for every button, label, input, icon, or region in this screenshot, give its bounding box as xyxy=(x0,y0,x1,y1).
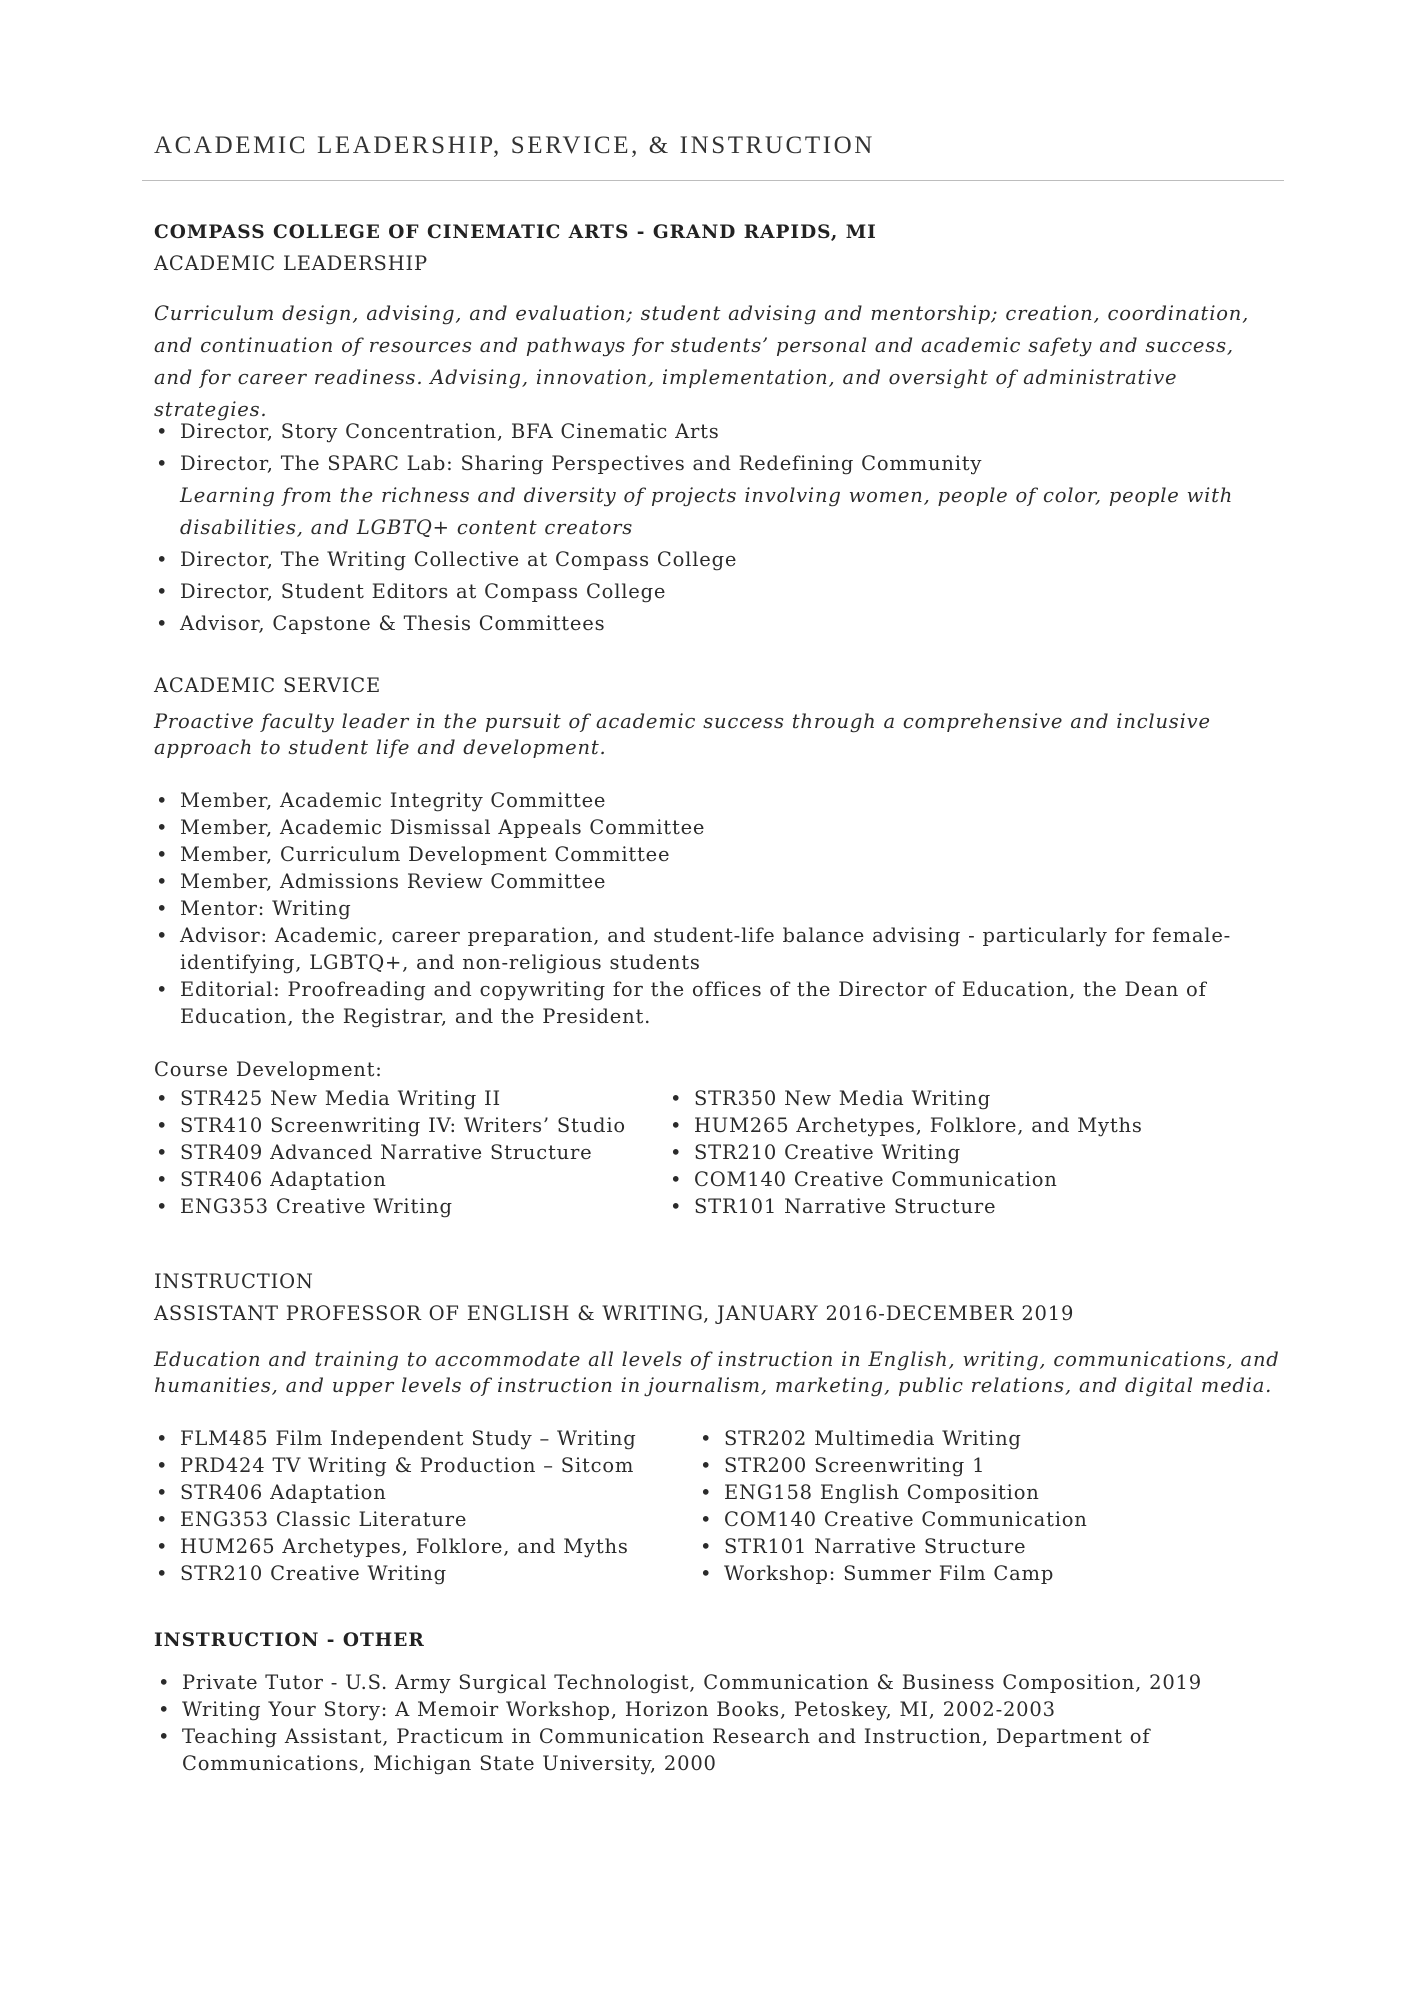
list-item: • Advisor, Capstone & Thesis Committees xyxy=(154,608,1284,640)
list-item: • STR406 Adaptation xyxy=(154,1479,694,1506)
list-item: • STR410 Screenwriting IV: Writers’ Studio xyxy=(154,1112,674,1139)
list-item: • STR210 Creative Writing xyxy=(668,1139,1228,1166)
service-list xyxy=(154,787,1269,1030)
list-item: • Member, Curriculum Development Committee xyxy=(154,841,1269,868)
list-item: • ENG353 Classic Literature xyxy=(154,1506,694,1533)
service-summary: Proactive faculty leader in the pursuit of academic success through a comprehensive and inclusive approach to student life and development. xyxy=(154,710,1211,759)
list-item: • PRD424 TV Writing & Production – Sitcom xyxy=(154,1452,694,1479)
list-item: • Private Tutor - U.S. Army Surgical Technologist, Communication & Business Composition, 2019 xyxy=(156,1669,1276,1696)
list-item: • Member, Academic Dismissal Appeals Committee xyxy=(154,814,1269,841)
instruction-other-list xyxy=(156,1669,1276,1777)
leadership-summary: Curriculum design, advising, and evaluation; student advising and mentorship; creation, coordination, and continuation of resources and pathways for students’ personal and academic safety and success, and for career readiness. Advising, innovation, implementation, and oversight of administrative strategies. xyxy=(154,302,1250,421)
list-item: • STR406 Adaptation xyxy=(154,1166,674,1193)
course-development-left xyxy=(154,1085,674,1220)
instruction-heading: INSTRUCTION xyxy=(154,1270,314,1293)
service-heading: ACADEMIC SERVICE xyxy=(154,674,382,697)
list-item: • Member, Admissions Review Committee xyxy=(154,868,1269,895)
instruction-courses-left xyxy=(154,1425,694,1587)
list-item: • STR210 Creative Writing xyxy=(154,1560,694,1587)
list-item: • STR425 New Media Writing II xyxy=(154,1085,674,1112)
list-item: • Director, Story Concentration, BFA Cinematic Arts xyxy=(154,416,1284,448)
list-item: • Director, The Writing Collective at Compass College xyxy=(154,544,1284,576)
course-development-label: Course Development: xyxy=(154,1058,383,1081)
list-item: • Director, Student Editors at Compass College xyxy=(154,576,1284,608)
list-item: • Advisor: Academic, career preparation, and student-life balance advising - particularly for female-identifying, LGBTQ+, and non-religious students xyxy=(154,922,1269,976)
list-item: • Member, Academic Integrity Committee xyxy=(154,787,1269,814)
list-item: • HUM265 Archetypes, Folklore, and Myths xyxy=(154,1533,694,1560)
instruction-position: ASSISTANT PROFESSOR OF ENGLISH & WRITING, JANUARY 2016-DECEMBER 2019 xyxy=(154,1302,1075,1325)
list-item: • FLM485 Film Independent Study – Writing xyxy=(154,1425,694,1452)
list-item: • STR350 New Media Writing xyxy=(668,1085,1228,1112)
list-item: • STR409 Advanced Narrative Structure xyxy=(154,1139,674,1166)
leadership-heading: ACADEMIC LEADERSHIP xyxy=(154,252,428,275)
list-item: • COM140 Creative Communication xyxy=(698,1506,1238,1533)
list-item: • Editorial: Proofreading and copywriting for the offices of the Director of Education, the Dean of Education, the Registrar, and the President. xyxy=(154,976,1269,1030)
list-item: • ENG353 Creative Writing xyxy=(154,1193,674,1220)
list-item: • Workshop: Summer Film Camp xyxy=(698,1560,1238,1587)
instruction-summary: Education and training to accommodate all levels of instruction in English, writing, communications, and humanities, and upper levels of instruction in journalism, marketing, public relations, and digital media. xyxy=(154,1348,1280,1397)
institution-heading: COMPASS COLLEGE OF CINEMATIC ARTS - GRAND RAPIDS, MI xyxy=(154,222,877,243)
list-item: • Writing Your Story: A Memoir Workshop, Horizon Books, Petoskey, MI, 2002-2003 xyxy=(156,1696,1276,1723)
sparc-note: Learning from the richness and diversity of projects involving women, people of color, people with disabilities, and LGBTQ+ content creators xyxy=(180,484,1234,539)
list-item: • HUM265 Archetypes, Folklore, and Myths xyxy=(668,1112,1228,1139)
list-item: • Teaching Assistant, Practicum in Communication Research and Instruction, Department of Communications, Michigan State University, 2000 xyxy=(156,1723,1276,1777)
list-item: • STR200 Screenwriting 1 xyxy=(698,1452,1238,1479)
course-development-right xyxy=(668,1085,1228,1220)
list-item: • STR101 Narrative Structure xyxy=(668,1193,1228,1220)
title-divider xyxy=(142,180,1284,181)
list-item: • Mentor: Writing xyxy=(154,895,1269,922)
list-item: • STR101 Narrative Structure xyxy=(698,1533,1238,1560)
list-item: • Director, The SPARC Lab: Sharing Perspectives and Redefining Community Learning from the richness and diversity of projects involving women, people of color, people with disabilities, and LGBTQ+ content creators xyxy=(154,448,1284,544)
list-item: • COM140 Creative Communication xyxy=(668,1166,1228,1193)
list-item: • ENG158 English Composition xyxy=(698,1479,1238,1506)
list-item: • STR202 Multimedia Writing xyxy=(698,1425,1238,1452)
page-title: ACADEMIC LEADERSHIP, SERVICE, & INSTRUCTION xyxy=(154,132,875,159)
instruction-other-heading: INSTRUCTION - OTHER xyxy=(154,1630,425,1651)
leadership-list xyxy=(154,416,1284,640)
instruction-courses-right xyxy=(698,1425,1238,1587)
